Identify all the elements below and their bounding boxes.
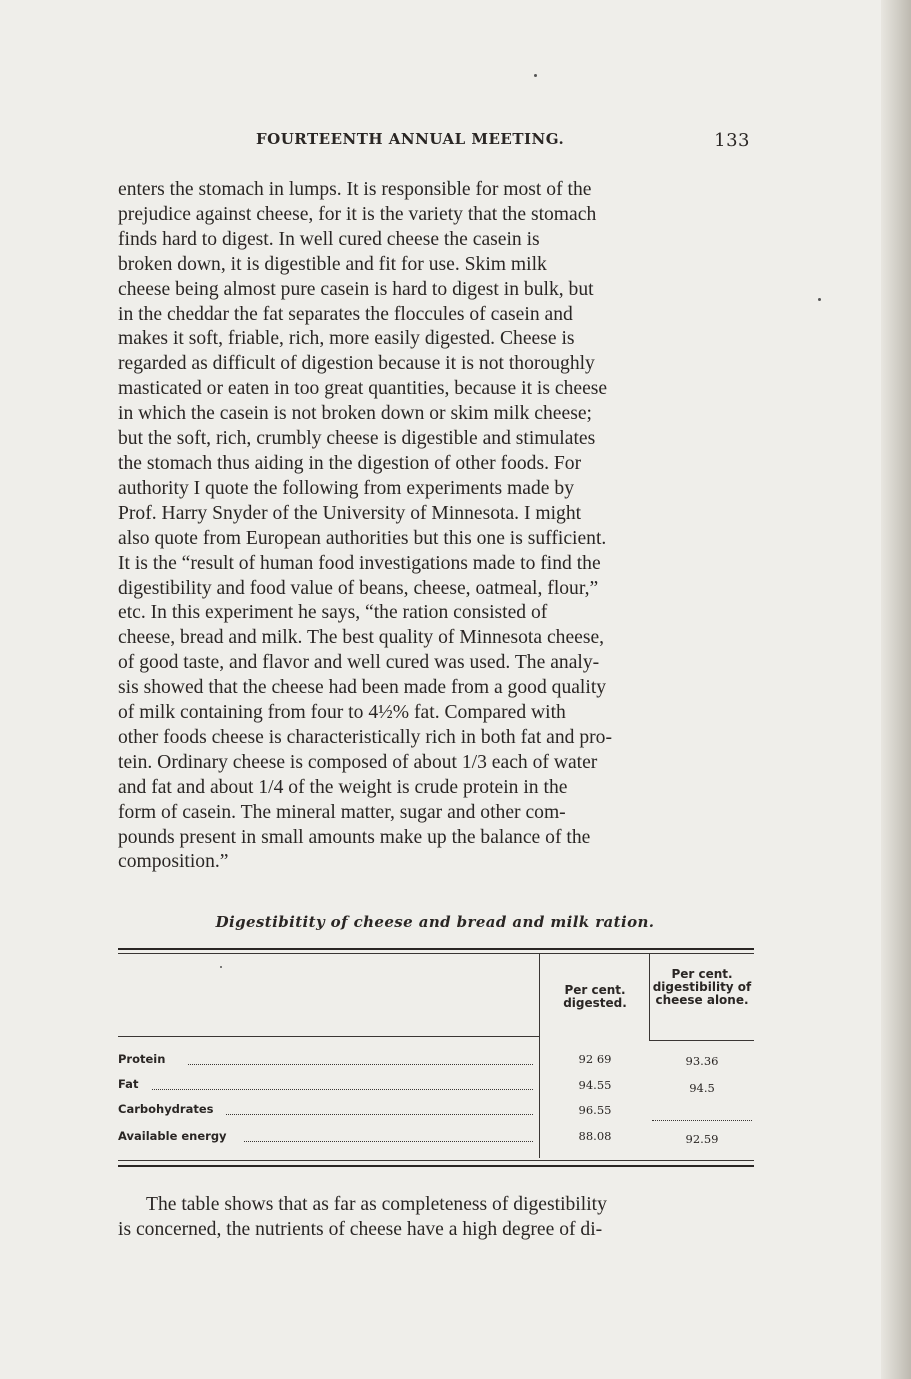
text-line: broken down, it is digestible and fit for use. Skim milk <box>118 253 547 275</box>
text-line: It is the “result of human food investigations made to find the <box>118 552 601 574</box>
print-speck <box>818 298 821 301</box>
cell-carbohydrates-cheese-empty <box>652 1120 752 1121</box>
table-caption: Digestibitity of cheese and bread and milk ration. <box>215 913 655 931</box>
text-line: in the cheddar the fat separates the floccules of casein and <box>118 303 573 325</box>
text-line: authority I quote the following from experiments made by <box>118 477 574 499</box>
cell-energy-digested: 88.08 <box>578 1129 612 1143</box>
text-line: other foods cheese is characteristically rich in both fat and pro- <box>118 726 613 748</box>
text-line: composition.” <box>118 851 229 873</box>
cell-fat-cheese: 94.5 <box>689 1081 715 1095</box>
print-speck <box>534 74 537 77</box>
text-line: tein. Ordinary cheese is composed of about 1/3 each of water <box>118 751 598 773</box>
dot-leader <box>226 1114 533 1115</box>
body-paragraph <box>118 178 752 875</box>
text-line: form of casein. The mineral matter, sugar and other com- <box>118 801 566 823</box>
dot-leader <box>188 1064 533 1065</box>
cell-energy-cheese: 92.59 <box>685 1132 719 1146</box>
page-edge-shadow <box>881 0 911 1379</box>
row-label-carbohydrates: Carbohydrates <box>118 1102 214 1116</box>
text-line: of milk containing from four to 4½% fat. Compared with <box>118 702 566 724</box>
row-label-protein: Protein <box>118 1052 166 1066</box>
col-header-cheese-alone: Per cent. digestibility of cheese alone. <box>652 967 752 1007</box>
text-line: the stomach thus aiding in the digestion of other foods. For <box>118 452 582 474</box>
text-line: prejudice against cheese, for it is the variety that the stomach <box>118 203 597 225</box>
column-divider <box>539 954 540 1158</box>
table-bottom-rule <box>118 1165 754 1167</box>
row-label-fat: Fat <box>118 1077 139 1091</box>
col-header-digested: Per cent. digested. <box>563 983 627 1010</box>
text-line: cheese being almost pure casein is hard to digest in bulk, but <box>118 278 594 300</box>
row-label-available-energy: Available energy <box>118 1129 227 1143</box>
text-line: makes it soft, friable, rich, more easily digested. Cheese is <box>118 328 575 350</box>
cell-carbohydrates-digested: 96.55 <box>578 1103 612 1117</box>
text-line: finds hard to digest. In well cured cheese the casein is <box>118 228 540 250</box>
cell-protein-digested: 92 69 <box>578 1052 612 1066</box>
text-line: cheese, bread and milk. The best quality of Minnesota cheese, <box>118 627 605 649</box>
dot-leader <box>244 1141 533 1142</box>
table-bottom-rule-inner <box>118 1160 754 1161</box>
text-line: digestibility and food value of beans, cheese, oatmeal, flour,” <box>118 577 599 599</box>
text-line: and fat and about 1/4 of the weight is crude protein in the <box>118 776 568 798</box>
page-number: 133 <box>714 130 750 151</box>
text-line: in which the casein is not broken down or skim milk cheese; <box>118 403 592 425</box>
cell-fat-digested: 94.55 <box>578 1078 612 1092</box>
digestibility-table <box>118 948 754 1170</box>
cell-protein-cheese: 93.36 <box>685 1054 719 1068</box>
text-line: pounds present in small amounts make up the balance of the <box>118 826 591 848</box>
continuation-paragraph <box>118 1192 752 1242</box>
text-line: of good taste, and flavor and well cured was used. The analy- <box>118 652 600 674</box>
text-line: The table shows that as far as completeness of digestibility <box>146 1194 607 1215</box>
text-line: Prof. Harry Snyder of the University of Minnesota. I might <box>118 502 582 524</box>
text-line: but the soft, rich, crumbly cheese is digestible and stimulates <box>118 428 596 450</box>
table-top-rule <box>118 948 754 950</box>
text-line: also quote from European authorities but this one is sufficient. <box>118 527 607 549</box>
text-line: regarded as difficult of digestion because it is not thoroughly <box>118 353 595 375</box>
header-rule <box>118 1036 539 1037</box>
text-line: sis showed that the cheese had been made from a good quality <box>118 677 607 699</box>
running-title: FOURTEENTH ANNUAL MEETING. <box>256 130 565 148</box>
text-line: enters the stomach in lumps. It is responsible for most of the <box>118 179 592 200</box>
table-top-rule-inner <box>118 953 754 954</box>
text-line: masticated or eaten in too great quantities, because it is cheese <box>118 378 608 400</box>
header-rule <box>649 1040 754 1041</box>
text-line: is concerned, the nutrients of cheese have a high degree of di- <box>118 1219 603 1240</box>
dot-leader <box>152 1089 533 1090</box>
column-divider <box>649 954 650 1040</box>
text-line: etc. In this experiment he says, “the ration consisted of <box>118 602 548 624</box>
